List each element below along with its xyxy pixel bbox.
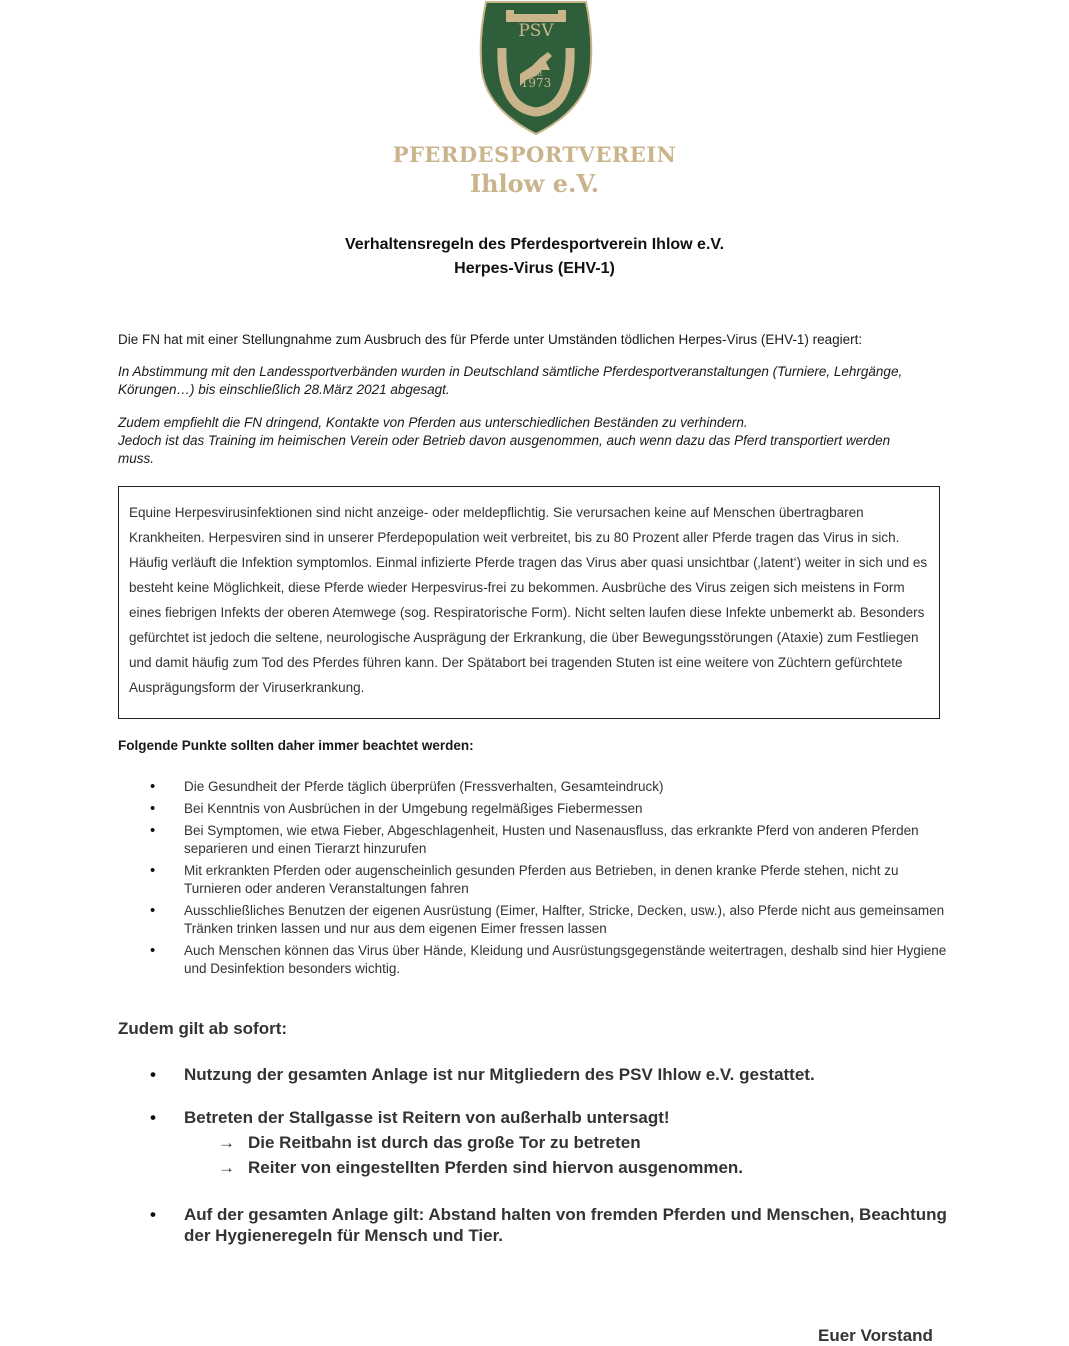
logo-badge-text: PSV [518, 21, 554, 41]
club-logo [476, 0, 596, 136]
logo-since: seit [529, 70, 543, 78]
list-item: • Bei Symptomen, wie etwa Fieber, Abgeschlagenheit, Husten und Nasenausfluss, das erkrankte Pferd von anderen Pferden separieren und einen Tierarzt hinzurufen [150, 822, 919, 856]
rule-2-sub-1: → Die Reitbahn ist durch das große Tor zu betreten [218, 1133, 641, 1152]
quote-2-line-1: Zudem empfiehlt die FN dringend, Kontakte von Pferden aus unterschiedlichen Beständen zu verhindern. [118, 415, 748, 430]
rule-1 [118, 1064, 948, 1085]
quote-paragraph-1: In Abstimmung mit den Landessportverbänden wurden in Deutschland sämtliche Pferdesportveranstaltungen (Turniere, Lehrgänge, Körungen…) bis einschließlich 28.März 2021 abgesagt. [118, 364, 903, 397]
list-item: • Bei Kenntnis von Ausbrüchen in der Umgebung regelmäßiges Fiebermessen [150, 800, 643, 817]
points-heading: Folgende Punkte sollten daher immer beachtet werden: [118, 738, 474, 753]
bullet-icon: • [150, 1065, 156, 1084]
list-item: • Nutzung der gesamten Anlage ist nur Mitgliedern des PSV Ihlow e.V. gestattet. [150, 1065, 815, 1084]
club-name-line1: PFERDESPORTVEREIN [392, 142, 677, 167]
bullet-icon: • [150, 822, 156, 839]
quote-2-line-2: Jedoch ist das Training im heimischen Verein oder Betrieb davon ausgenommen, auch wenn dazu das Pferd transportiert werden muss. [118, 433, 891, 466]
list-item: • Betreten der Stallgasse ist Reitern von außerhalb untersagt! [150, 1108, 670, 1127]
bullet-icon: • [150, 1108, 156, 1127]
signoff: Euer Vorstand [818, 1326, 933, 1345]
list-item: • Die Gesundheit der Pferde täglich überprüfen (Fressverhalten, Gesamteindruck) [150, 778, 664, 795]
logo-year: 1973 [520, 76, 552, 90]
bullet-icon: • [150, 1205, 156, 1224]
list-item: • Mit erkrankten Pferden oder augenscheinlich gesunden Pferden aus Betrieben, in denen kranke Pferde stehen, nicht zu Turnieren oder anderen Veranstaltungen fahren [150, 862, 899, 896]
rule-2-sub-2: → Reiter von eingestellten Pferden sind hiervon ausgenommen. [218, 1158, 744, 1177]
rule-2 [118, 1107, 948, 1128]
arrow-right-icon: → [218, 1158, 235, 1177]
quote-paragraph-2 [118, 414, 908, 468]
arrow-right-icon: → [218, 1133, 235, 1152]
info-box [118, 486, 940, 719]
list-item: • Auch Menschen können das Virus über Hände, Kleidung und Ausrüstungsgegenstände weitertragen, deshalb sind hier Hygiene und Desinfektion besonders wichtig. [150, 942, 947, 976]
intro-paragraph: Die FN hat mit einer Stellungnahme zum Ausbruch des für Pferde unter Umständen tödlichen Herpes-Virus (EHV-1) reagiert: [118, 332, 863, 347]
club-name-line2: Ihlow e.V. [469, 169, 600, 198]
points-list [118, 778, 948, 982]
document-title: Verhaltensregeln des Pferdesportverein Ihlow e.V. [344, 236, 725, 253]
list-item: • Ausschließliches Benutzen der eigenen Ausrüstung (Eimer, Halfter, Stricke, Decken, usw.), also Pferde nicht aus gemeinsamen Tränken trinken lassen und nur aus dem eigenen Eimer fressen lassen [150, 902, 945, 936]
document-subtitle: Herpes-Virus (EHV-1) [454, 260, 615, 277]
bullet-icon: • [150, 942, 156, 959]
info-box-text: Equine Herpesvirusinfektionen sind nicht anzeige- oder meldepflichtig. Sie verursachen keine auf Menschen übertragbaren Krankheiten. Herpesviren sind in unserer Pferdepopulation weit verbreitet, bis zu 80 Prozent aller Pferde tragen das Virus in sich. Häufig verläuft die Infektion symptomlos. Einmal infizierte Pferde tragen das Virus aber quasi unsichtbar (‚latent‘) weiter in sich und es besteht keine Möglichkeit, diese Pferde wieder Herpesvirus-frei zu bekommen. Ausbrüche des Virus zeigen sich meistens in Form eines fiebrigen Infekts der oberen Atemwege (sog. Respiratorische Form). Nicht selten laufen diese Infekte unbemerkt ab. Besonders gefürchtet ist jedoch die seltene, neurologische Ausprägung der Erkrankung, die über Bewegungsstörungen (Ataxie) zum Festliegen und damit häufig zum Tod des Pferdes führen kann. Der Spätabort bei tragenden Stuten ist eine weitere von Züchtern gefürchtete Ausprägungsform der Viruserkrankung. [129, 505, 928, 695]
bullet-icon: • [150, 800, 156, 817]
rule-3 [118, 1204, 948, 1246]
rules-heading: Zudem gilt ab sofort: [118, 1019, 288, 1038]
list-item: • Auf der gesamten Anlage gilt: Abstand halten von fremden Pferden und Menschen, Beachtung der Hygieneregeln für Mensch und Tier. [150, 1205, 947, 1245]
bullet-icon: • [150, 902, 156, 919]
bullet-icon: • [150, 778, 156, 795]
bullet-icon: • [150, 862, 156, 879]
